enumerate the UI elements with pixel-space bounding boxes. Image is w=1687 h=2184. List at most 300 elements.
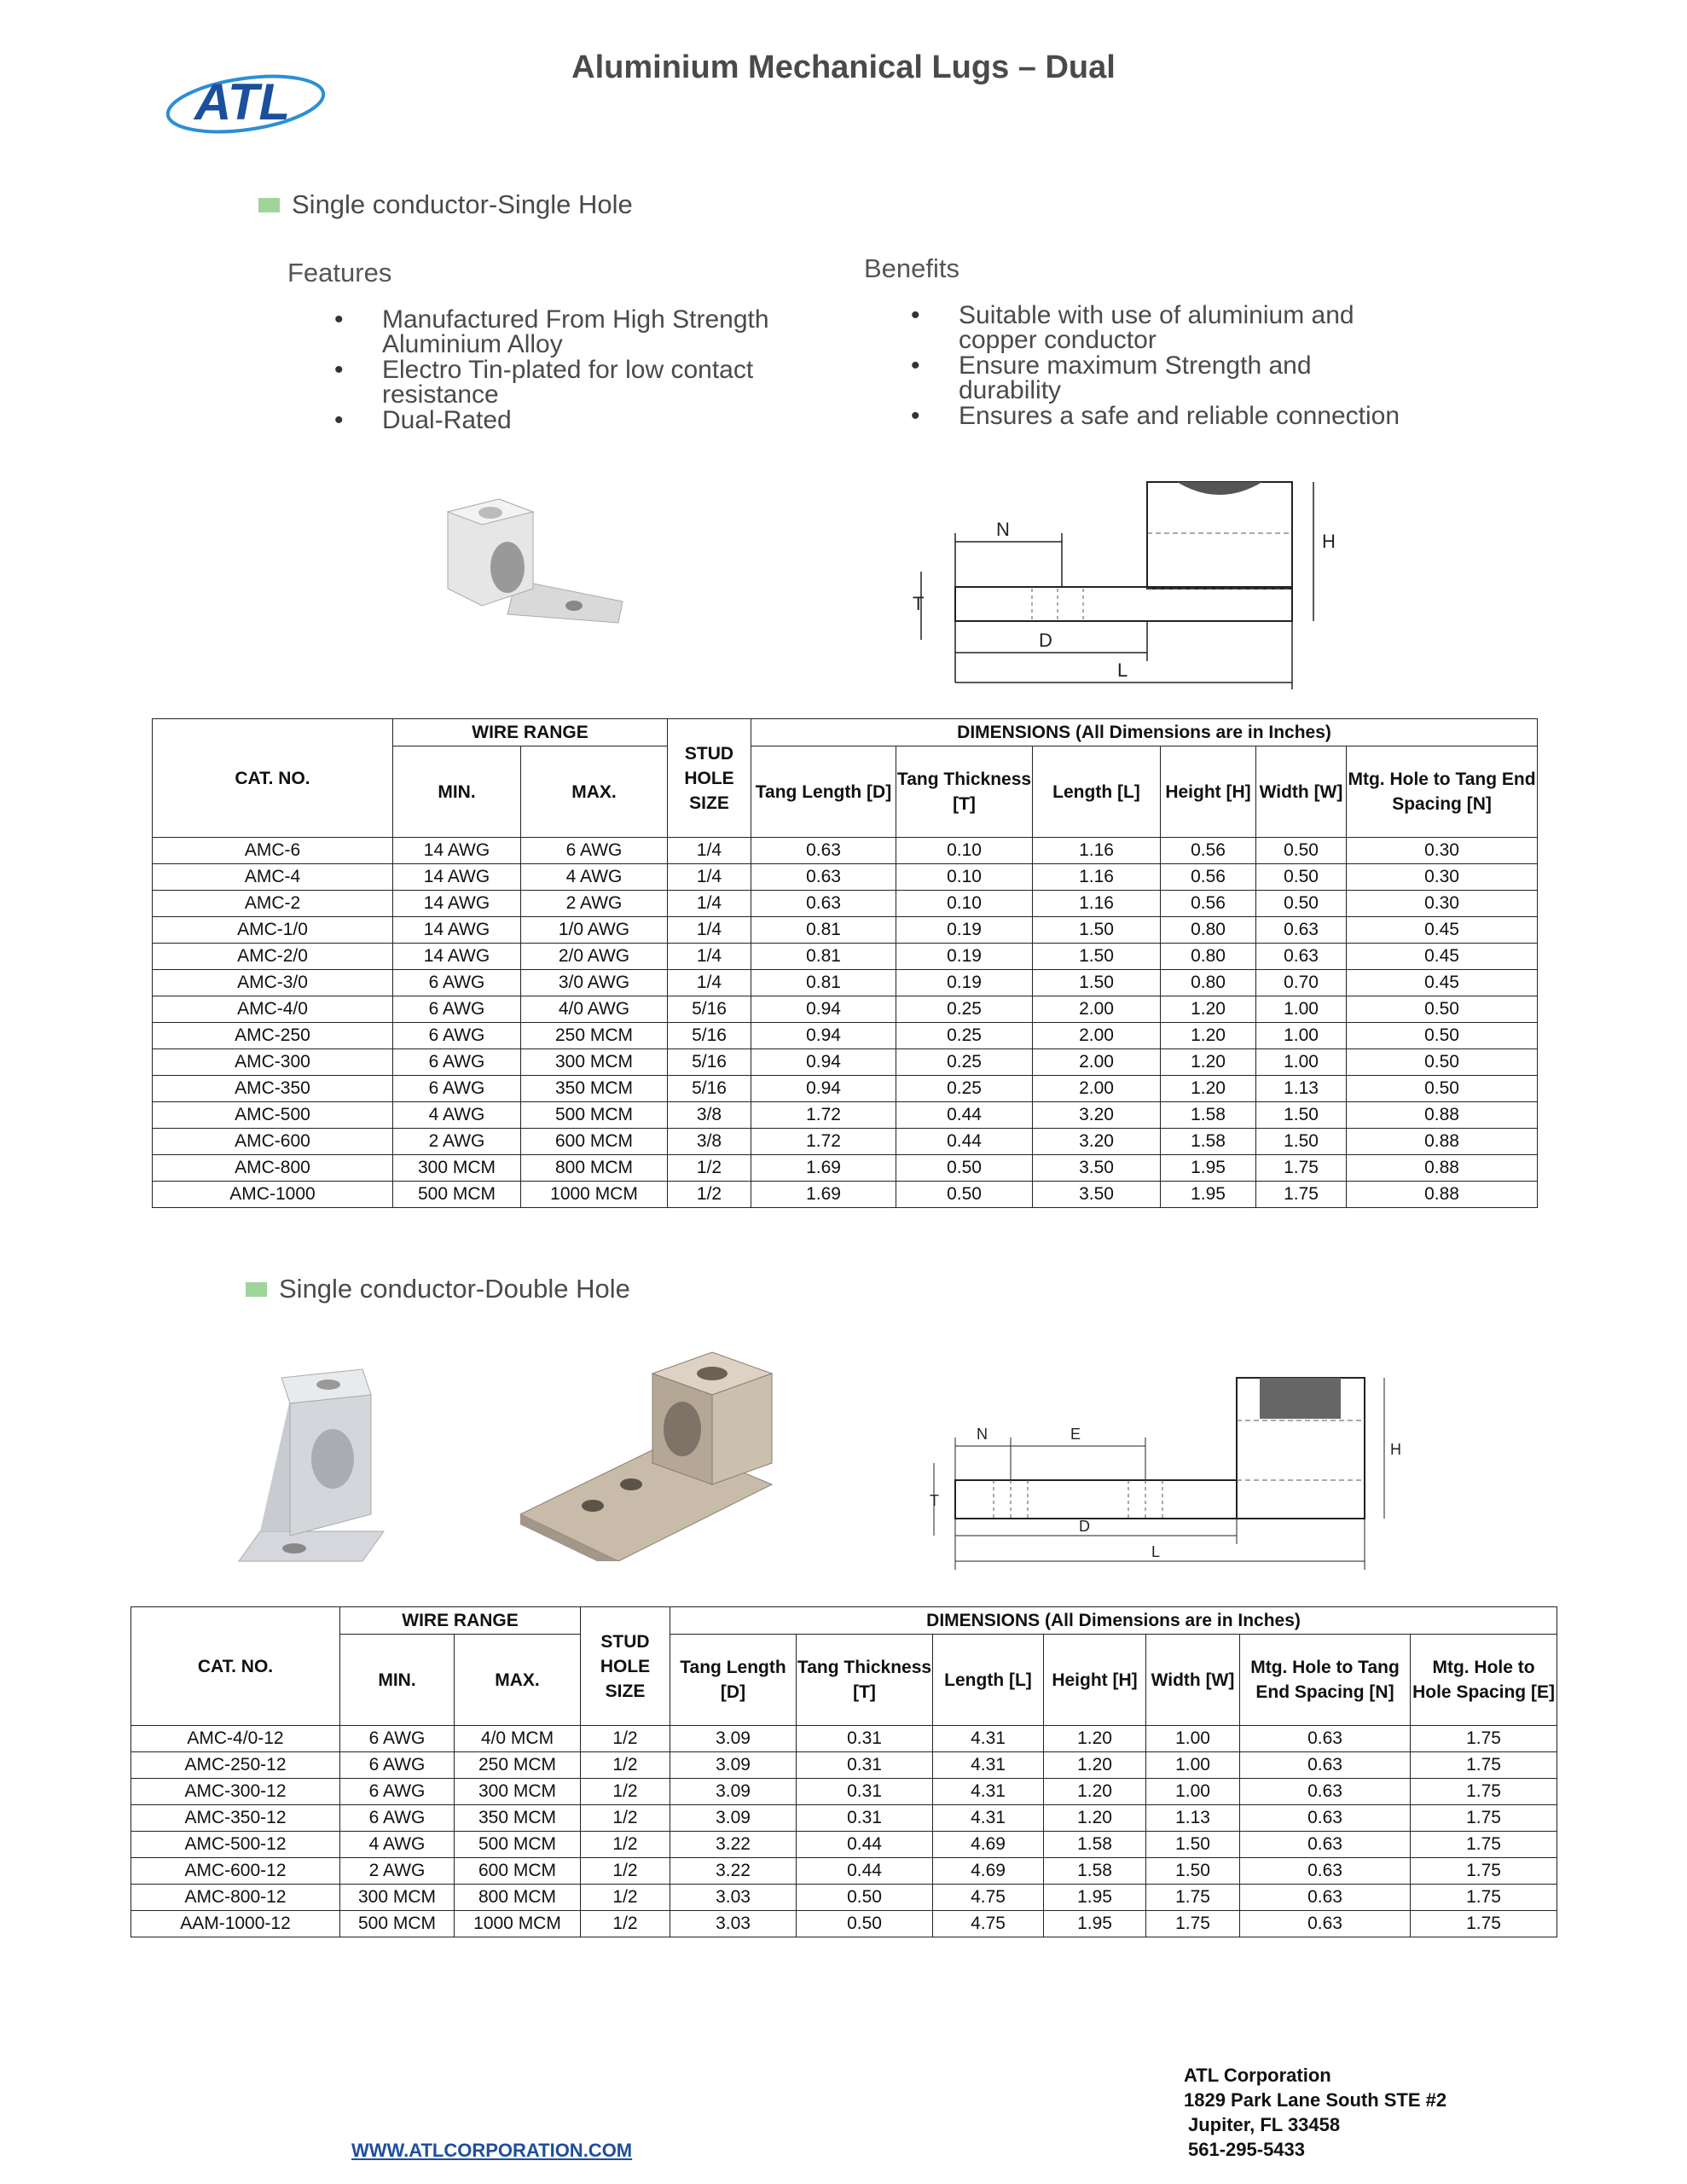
table-row (131, 1726, 1557, 1752)
table-cell: 1/2 (581, 1752, 670, 1779)
table-cell: 1.75 (1411, 1752, 1557, 1779)
table-cell: 1.16 (1033, 838, 1161, 864)
table-cell: 6 AWG (340, 1779, 455, 1805)
table-cell: 1/4 (668, 944, 751, 970)
table-cell: 1.13 (1146, 1805, 1240, 1832)
table-row (131, 1805, 1557, 1832)
table-cell: AMC-500-12 (131, 1832, 340, 1858)
table-cell: 0.94 (751, 1049, 896, 1076)
single-hole-dimension-diagram (904, 469, 1348, 700)
table-cell: 2 AWG (521, 891, 668, 917)
table-cell: 1/4 (668, 838, 751, 864)
table-cell: AMC-1/0 (153, 917, 393, 944)
table-cell: 800 MCM (521, 1155, 668, 1182)
table-cell: 0.45 (1347, 944, 1538, 970)
table-cell: 1.95 (1161, 1182, 1256, 1208)
header-mtg-hole-tang-end: Mtg. Hole to Tang End Spacing [N] (1240, 1635, 1411, 1726)
table-cell: 1.20 (1161, 1076, 1256, 1102)
table-cell: 0.88 (1347, 1102, 1538, 1129)
header-max: MAX. (521, 746, 668, 838)
company-address (1184, 2063, 1446, 2162)
table-cell: 0.63 (1256, 917, 1347, 944)
dim-label-n: N (996, 519, 1010, 540)
table-cell: 1.75 (1146, 1885, 1240, 1911)
phone-number: 561-295-5433 (1188, 2139, 1306, 2160)
table-cell: 14 AWG (393, 917, 521, 944)
table-cell: AMC-350 (153, 1076, 393, 1102)
section2-heading (246, 1274, 630, 1304)
table-cell: 4.69 (933, 1832, 1044, 1858)
table-cell: 0.81 (751, 944, 896, 970)
table-row (153, 1023, 1538, 1049)
table-cell: AMC-250 (153, 1023, 393, 1049)
table-cell: 3/8 (668, 1102, 751, 1129)
table-cell: 0.63 (1240, 1726, 1411, 1752)
table-cell: 350 MCM (521, 1076, 668, 1102)
table-cell: AMC-1000 (153, 1182, 393, 1208)
table-cell: 1.95 (1044, 1911, 1146, 1937)
table-row (153, 1182, 1538, 1208)
table-cell: 1.20 (1044, 1752, 1146, 1779)
table-cell: 1.50 (1033, 944, 1161, 970)
table-cell: 1/2 (581, 1805, 670, 1832)
table-cell: 0.94 (751, 996, 896, 1023)
header-dimensions: DIMENSIONS (All Dimensions are in Inches) (670, 1607, 1557, 1635)
table-cell: 3.09 (670, 1779, 797, 1805)
table-cell: 0.88 (1347, 1155, 1538, 1182)
table-cell: 6 AWG (393, 1023, 521, 1049)
benefits-heading: Benefits (864, 253, 960, 283)
benefit-item: • Suitable with use of aluminium and copper conductor (911, 303, 1406, 352)
header-min: MIN. (393, 746, 521, 838)
table-cell: 1.75 (1256, 1155, 1347, 1182)
table-cell: 0.70 (1256, 970, 1347, 996)
table-cell: 0.44 (896, 1102, 1033, 1129)
table-cell: 2.00 (1033, 1023, 1161, 1049)
table-cell: 1.95 (1044, 1885, 1146, 1911)
table-cell: 0.19 (896, 970, 1033, 996)
table-cell: 2 AWG (393, 1129, 521, 1155)
table-cell: 0.63 (751, 891, 896, 917)
header-tang-length: Tang Length [D] (751, 746, 896, 838)
table-cell: 14 AWG (393, 838, 521, 864)
svg-text:ATL: ATL (194, 73, 291, 131)
dim-label-t: T (930, 1492, 939, 1509)
table-row (153, 1129, 1538, 1155)
address-line-2: Jupiter, FL 33458 (1188, 2114, 1341, 2135)
table-cell: 800 MCM (455, 1885, 581, 1911)
table-cell: 0.63 (1240, 1752, 1411, 1779)
header-length: Length [L] (933, 1635, 1044, 1726)
table-cell: 4 AWG (393, 1102, 521, 1129)
table-cell: 250 MCM (521, 1023, 668, 1049)
table-cell: 1.00 (1146, 1726, 1240, 1752)
dim-label-n: N (977, 1426, 988, 1443)
table-cell: 1.72 (751, 1129, 896, 1155)
section1-title: Single conductor-Single Hole (292, 189, 633, 219)
header-min: MIN. (340, 1635, 455, 1726)
table-cell: 6 AWG (393, 996, 521, 1023)
table-cell: 1.50 (1146, 1858, 1240, 1885)
table-cell: 5/16 (668, 996, 751, 1023)
table-cell: 0.31 (797, 1779, 933, 1805)
table-cell: 1.50 (1033, 917, 1161, 944)
table-cell: 0.50 (1256, 838, 1347, 864)
table-row (153, 944, 1538, 970)
features-heading: Features (287, 258, 392, 288)
table-cell: 1000 MCM (455, 1911, 581, 1937)
table-cell: 0.25 (896, 1076, 1033, 1102)
table-row (153, 970, 1538, 996)
table-row (153, 1102, 1538, 1129)
table-cell: 14 AWG (393, 944, 521, 970)
table-cell: 0.25 (896, 1023, 1033, 1049)
table-cell: 600 MCM (521, 1129, 668, 1155)
table-cell: 0.31 (797, 1805, 933, 1832)
feature-item: • Manufactured From High Strength Aluminium Alloy (334, 307, 812, 357)
table-cell: 0.30 (1347, 891, 1538, 917)
table-cell: 500 MCM (521, 1102, 668, 1129)
single-hole-spec-table (152, 718, 1538, 1208)
table-cell: 5/16 (668, 1049, 751, 1076)
benefit-item: • Ensures a safe and reliable connection (911, 404, 1406, 428)
table-cell: 300 MCM (455, 1779, 581, 1805)
table-cell: 1.20 (1044, 1805, 1146, 1832)
double-hole-lug-image-silver (235, 1361, 405, 1574)
header-mtg-hole-tang-end: Mtg. Hole to Tang End Spacing [N] (1347, 746, 1538, 838)
table-cell: 1.20 (1044, 1726, 1146, 1752)
table-cell: AMC-600-12 (131, 1858, 340, 1885)
header-wire-range: WIRE RANGE (340, 1607, 581, 1635)
table-cell: 3.50 (1033, 1155, 1161, 1182)
table-cell: 1.50 (1256, 1102, 1347, 1129)
table-cell: 1/4 (668, 891, 751, 917)
dim-label-d: D (1039, 630, 1052, 651)
table-cell: 4.31 (933, 1752, 1044, 1779)
table-cell: 0.50 (797, 1911, 933, 1937)
table-cell: 1.75 (1146, 1911, 1240, 1937)
double-hole-spec-table (130, 1606, 1557, 1937)
table-cell: 0.50 (1256, 891, 1347, 917)
table-cell: 0.50 (1347, 1076, 1538, 1102)
header-length: Length [L] (1033, 746, 1161, 838)
header-stud-hole-size: STUD HOLE SIZE (581, 1607, 670, 1726)
table-cell: 6 AWG (340, 1805, 455, 1832)
table-cell: 0.25 (896, 1049, 1033, 1076)
table-cell: 0.88 (1347, 1182, 1538, 1208)
table-cell: AMC-2 (153, 891, 393, 917)
table-row (131, 1752, 1557, 1779)
page-title: Aluminium Mechanical Lugs – Dual (571, 49, 1116, 85)
table-cell: 0.88 (1347, 1129, 1538, 1155)
table-cell: 300 MCM (521, 1049, 668, 1076)
header-cat-no: CAT. NO. (153, 719, 393, 838)
table-cell: 4/0 MCM (455, 1726, 581, 1752)
table-cell: 1.20 (1161, 1049, 1256, 1076)
dim-label-d: D (1079, 1518, 1090, 1535)
table-cell: 0.10 (896, 864, 1033, 891)
table-cell: 2.00 (1033, 996, 1161, 1023)
table-cell: 4.75 (933, 1911, 1044, 1937)
table-cell: 1.50 (1256, 1129, 1347, 1155)
table-cell: 2.00 (1033, 1076, 1161, 1102)
table-cell: AMC-3/0 (153, 970, 393, 996)
table-cell: 0.50 (1347, 1049, 1538, 1076)
table-cell: 0.50 (896, 1155, 1033, 1182)
table-cell: 1.00 (1146, 1779, 1240, 1805)
header-mtg-hole-spacing: Mtg. Hole to Hole Spacing [E] (1411, 1635, 1557, 1726)
table-cell: 1/0 AWG (521, 917, 668, 944)
table-cell: 5/16 (668, 1076, 751, 1102)
table-cell: 0.63 (1240, 1832, 1411, 1858)
section1-heading (258, 189, 633, 220)
table-cell: 3.09 (670, 1726, 797, 1752)
table-cell: 0.30 (1347, 864, 1538, 891)
table-cell: 350 MCM (455, 1805, 581, 1832)
header-wire-range: WIRE RANGE (393, 719, 668, 746)
table-cell: 300 MCM (393, 1155, 521, 1182)
table-cell: 4 AWG (340, 1832, 455, 1858)
table-cell: 1.16 (1033, 891, 1161, 917)
table-row (153, 891, 1538, 917)
table-cell: 1.00 (1146, 1752, 1240, 1779)
header-stud-hole-size: STUD HOLE SIZE (668, 719, 751, 838)
table-cell: 4.31 (933, 1779, 1044, 1805)
header-height: Height [H] (1044, 1635, 1146, 1726)
header-tang-length: Tang Length [D] (670, 1635, 797, 1726)
table-cell: 1.75 (1411, 1779, 1557, 1805)
section2-title: Single conductor-Double Hole (279, 1274, 630, 1304)
table-cell: 3.03 (670, 1885, 797, 1911)
benefit-item: • Ensure maximum Strength and durability (911, 353, 1406, 403)
table-cell: AMC-350-12 (131, 1805, 340, 1832)
table-cell: 0.80 (1161, 970, 1256, 996)
website-link[interactable]: WWW.ATLCORPORATION.COM (351, 2140, 633, 2161)
table-cell: AMC-600 (153, 1129, 393, 1155)
table-cell: 6 AWG (393, 970, 521, 996)
table-cell: 0.63 (751, 864, 896, 891)
table-cell: 1/2 (668, 1182, 751, 1208)
table-cell: 0.63 (1240, 1805, 1411, 1832)
table-cell: 1.75 (1411, 1911, 1557, 1937)
table-cell: 0.63 (1256, 944, 1347, 970)
table-cell: 1.13 (1256, 1076, 1347, 1102)
table-cell: 1/2 (581, 1726, 670, 1752)
table-cell: 1000 MCM (521, 1182, 668, 1208)
table-cell: AMC-6 (153, 838, 393, 864)
table-cell: 6 AWG (393, 1049, 521, 1076)
table-cell: 0.56 (1161, 838, 1256, 864)
table-row (153, 996, 1538, 1023)
table-cell: 0.50 (1256, 864, 1347, 891)
table-row (153, 1049, 1538, 1076)
table-cell: AMC-2/0 (153, 944, 393, 970)
table-cell: AMC-4/0-12 (131, 1726, 340, 1752)
table-cell: 3.03 (670, 1911, 797, 1937)
table-row (153, 864, 1538, 891)
table-row (131, 1911, 1557, 1937)
table-cell: 6 AWG (340, 1752, 455, 1779)
table-row (153, 1155, 1538, 1182)
dim-label-h: H (1390, 1441, 1401, 1458)
header-height: Height [H] (1161, 746, 1256, 838)
table-cell: 600 MCM (455, 1858, 581, 1885)
table-cell: 0.50 (1347, 996, 1538, 1023)
table-cell: 1.75 (1411, 1832, 1557, 1858)
single-hole-lug-image (439, 486, 627, 640)
section-marker-icon (258, 198, 280, 212)
table-cell: AMC-800-12 (131, 1885, 340, 1911)
table-cell: 3.09 (670, 1805, 797, 1832)
header-width: Width [W] (1146, 1635, 1240, 1726)
table-cell: 0.10 (896, 838, 1033, 864)
table-cell: 3.22 (670, 1858, 797, 1885)
table-cell: 1/4 (668, 864, 751, 891)
table-cell: AMC-800 (153, 1155, 393, 1182)
table-cell: 1/2 (581, 1885, 670, 1911)
table-cell: 4 AWG (521, 864, 668, 891)
table-cell: 0.63 (1240, 1779, 1411, 1805)
table-cell: 1.20 (1161, 1023, 1256, 1049)
table-cell: 2/0 AWG (521, 944, 668, 970)
table-cell: 1.00 (1256, 1049, 1347, 1076)
table-cell: 3.22 (670, 1832, 797, 1858)
table-cell: 3/0 AWG (521, 970, 668, 996)
table-row (131, 1779, 1557, 1805)
table-cell: 0.63 (1240, 1858, 1411, 1885)
table-cell: 4.75 (933, 1885, 1044, 1911)
double-hole-lug-image-tin (516, 1348, 780, 1561)
table-cell: 1.58 (1161, 1129, 1256, 1155)
table-cell: 1.00 (1256, 1023, 1347, 1049)
table-cell: 500 MCM (340, 1911, 455, 1937)
table-cell: 2.00 (1033, 1049, 1161, 1076)
table-cell: 1.75 (1411, 1885, 1557, 1911)
table-cell: 0.45 (1347, 970, 1538, 996)
table-cell: 0.44 (896, 1129, 1033, 1155)
table-cell: 0.80 (1161, 944, 1256, 970)
feature-item: • Dual-Rated (334, 408, 812, 433)
header-max: MAX. (455, 1635, 581, 1726)
table-row (131, 1832, 1557, 1858)
dim-label-t: T (913, 593, 925, 614)
table-cell: 1/4 (668, 970, 751, 996)
table-cell: 14 AWG (393, 864, 521, 891)
benefits-list (911, 303, 1406, 429)
table-cell: 0.80 (1161, 917, 1256, 944)
header-width: Width [W] (1256, 746, 1347, 838)
table-cell: 0.94 (751, 1023, 896, 1049)
table-cell: 3/8 (668, 1129, 751, 1155)
table-cell: 1.75 (1411, 1726, 1557, 1752)
table-cell: 3.50 (1033, 1182, 1161, 1208)
table-cell: 4/0 AWG (521, 996, 668, 1023)
dim-label-l: L (1151, 1543, 1161, 1560)
dim-label-l: L (1117, 659, 1128, 681)
dim-label-h: H (1322, 531, 1336, 552)
table-cell: 1/2 (581, 1858, 670, 1885)
table-cell: 1/2 (668, 1155, 751, 1182)
table-cell: 1.50 (1146, 1832, 1240, 1858)
table-cell: 0.81 (751, 917, 896, 944)
header-dimensions: DIMENSIONS (All Dimensions are in Inches) (751, 719, 1538, 746)
table-cell: AMC-300-12 (131, 1779, 340, 1805)
table-row (131, 1858, 1557, 1885)
table-cell: 0.10 (896, 891, 1033, 917)
table-cell: 6 AWG (393, 1076, 521, 1102)
table-cell: 0.63 (751, 838, 896, 864)
table-cell: AMC-4/0 (153, 996, 393, 1023)
table-cell: 1.95 (1161, 1155, 1256, 1182)
table-cell: 0.50 (896, 1182, 1033, 1208)
table-cell: AAM-1000-12 (131, 1911, 340, 1937)
table-cell: 0.45 (1347, 917, 1538, 944)
table-cell: 500 MCM (455, 1832, 581, 1858)
table-cell: 4.69 (933, 1858, 1044, 1885)
table-cell: 0.19 (896, 944, 1033, 970)
table-cell: AMC-250-12 (131, 1752, 340, 1779)
table-cell: 3.20 (1033, 1102, 1161, 1129)
table-cell: 0.44 (797, 1832, 933, 1858)
table-cell: 500 MCM (393, 1182, 521, 1208)
table-cell: 1.58 (1161, 1102, 1256, 1129)
table-row (153, 838, 1538, 864)
dim-label-e: E (1070, 1426, 1081, 1443)
header-tang-thickness: Tang Thickness [T] (896, 746, 1033, 838)
table-cell: 0.63 (1240, 1911, 1411, 1937)
table-cell: 0.50 (1347, 1023, 1538, 1049)
double-hole-dimension-diagram (917, 1369, 1420, 1574)
table-cell: 1.16 (1033, 864, 1161, 891)
table-cell: 3.20 (1033, 1129, 1161, 1155)
table2-body (131, 1726, 1557, 1937)
company-name: ATL Corporation (1184, 2065, 1331, 2086)
table-cell: 1.00 (1256, 996, 1347, 1023)
table-cell: 1.69 (751, 1182, 896, 1208)
table-cell: 0.81 (751, 970, 896, 996)
table-cell: 0.25 (896, 996, 1033, 1023)
table-cell: 1/4 (668, 917, 751, 944)
table-cell: 6 AWG (340, 1726, 455, 1752)
table-cell: 1.20 (1161, 996, 1256, 1023)
table-cell: 1.75 (1411, 1858, 1557, 1885)
table-cell: 0.31 (797, 1726, 933, 1752)
table-cell: 1.72 (751, 1102, 896, 1129)
table-cell: 6 AWG (521, 838, 668, 864)
table1-body (153, 838, 1538, 1208)
section-marker-icon (246, 1282, 267, 1297)
table-cell: 0.31 (797, 1752, 933, 1779)
table-cell: 5/16 (668, 1023, 751, 1049)
table-cell: 0.44 (797, 1858, 933, 1885)
table-row (153, 917, 1538, 944)
header-tang-thickness: Tang Thickness [T] (797, 1635, 933, 1726)
table-cell: 1.58 (1044, 1832, 1146, 1858)
table-cell: 1/2 (581, 1779, 670, 1805)
table-cell: 250 MCM (455, 1752, 581, 1779)
table-cell: 0.19 (896, 917, 1033, 944)
table-cell: 2 AWG (340, 1858, 455, 1885)
table-cell: 3.09 (670, 1752, 797, 1779)
table-cell: 0.50 (797, 1885, 933, 1911)
table-cell: 4.31 (933, 1726, 1044, 1752)
table-cell: 1.50 (1033, 970, 1161, 996)
table-cell: 1/2 (581, 1911, 670, 1937)
table-cell: 0.63 (1240, 1885, 1411, 1911)
table-cell: AMC-300 (153, 1049, 393, 1076)
table-cell: 0.56 (1161, 891, 1256, 917)
address-line-1: 1829 Park Lane South STE #2 (1184, 2089, 1447, 2111)
